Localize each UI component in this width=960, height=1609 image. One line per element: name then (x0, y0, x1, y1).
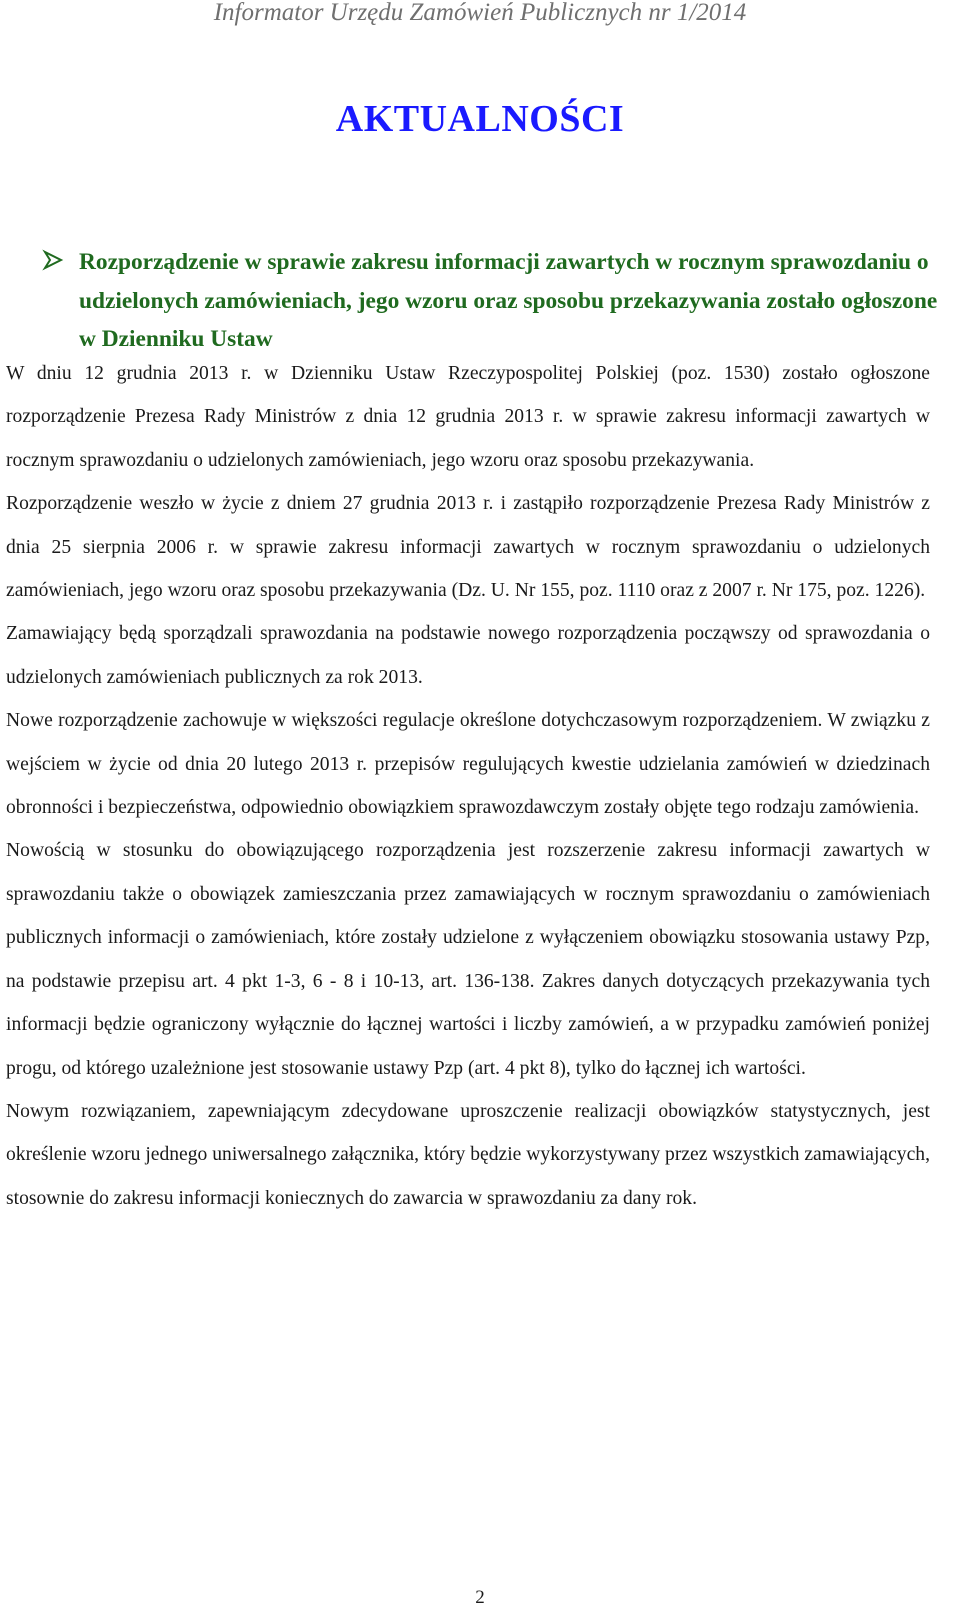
paragraph: Zamawiający będą sporządzali sprawozdania na podstawie nowego rozporządzenia począwszy od sprawozdania o udzielonych zamówieniach publicznych za rok 2013. (6, 623, 930, 688)
publication-header: Informator Urzędu Zamówień Publicznych nr 1/2014 (213, 0, 747, 26)
section-title: AKTUALNOŚCI (335, 98, 625, 140)
paragraph: Nowe rozporządzenie zachowuje w większości regulacje określone dotychczasowym rozporządzeniem. W związku z wejściem w życie od dnia 20 lutego 2013 r. przepisów regulujących kwestie udzielania zamówień w dziedzinach obronności i bezpieczeństwa, odpowiednio obowiązkiem sprawozdawczym zostały objęte tego rodzaju zamówienia. (6, 710, 930, 819)
arrow-right-icon (42, 249, 64, 271)
article-headline (38, 243, 948, 359)
paragraph: Nowym rozwiązaniem, zapewniającym zdecydowane uproszczenie realizacji obowiązków statystycznych, jest określenie wzoru jednego uniwersalnego załącznika, który będzie wykorzystywany przez wszystkich zamawiających, stosownie do zakresu informacji koniecznych do zawarcia w sprawozdaniu za dany rok. (6, 1100, 930, 1209)
article-body (6, 352, 930, 1220)
paragraph: Rozporządzenie weszło w życie z dniem 27 grudnia 2013 r. i zastąpiło rozporządzenie Prezesa Rady Ministrów z dnia 25 sierpnia 2006 r. w sprawie zakresu informacji zawartych w rocznym sprawozdaniu o udzielonych zamówieniach, jego wzoru oraz sposobu przekazywania (Dz. U. Nr 155, poz. 1110 oraz z 2007 r. Nr 175, poz. 1226). (6, 493, 930, 602)
page-number: 2 (475, 1587, 485, 1608)
headline-text: Rozporządzenie w sprawie zakresu informacji zawartych w rocznym sprawozdaniu o udzielonych zamówieniach, jego wzoru oraz sposobu przekazywania zostało ogłoszone w Dzienniku Ustaw (79, 249, 938, 352)
paragraph: W dniu 12 grudnia 2013 r. w Dzienniku Ustaw Rzeczypospolitej Polskiej (poz. 1530) zostało ogłoszone rozporządzenie Prezesa Rady Ministrów z dnia 12 grudnia 2013 r. w sprawie zakresu informacji zawartych w rocznym sprawozdaniu o udzielonych zamówieniach, jego wzoru oraz sposobu przekazywania. (6, 363, 930, 471)
paragraph: Nowością w stosunku do obowiązującego rozporządzenia jest rozszerzenie zakresu informacji zawartych w sprawozdaniu także o obowiązek zamieszczania przez zamawiających w rocznym sprawozdaniu o zamówieniach publicznych informacji o zamówieniach, które zostały udzielone z wyłączeniem obowiązku stosowania ustawy Pzp, na podstawie przepisu art. 4 pkt 1-3, 6 - 8 i 10-13, art. 136-138. Zakres danych dotyczących przekazywania tych informacji będzie ograniczony wyłącznie do łącznej wartości i liczby zamówień, a w przypadku zamówień poniżej progu, od którego uzależnione jest stosowanie ustawy Pzp (art. 4 pkt 8), tylko do łącznej ich wartości. (6, 840, 930, 1079)
